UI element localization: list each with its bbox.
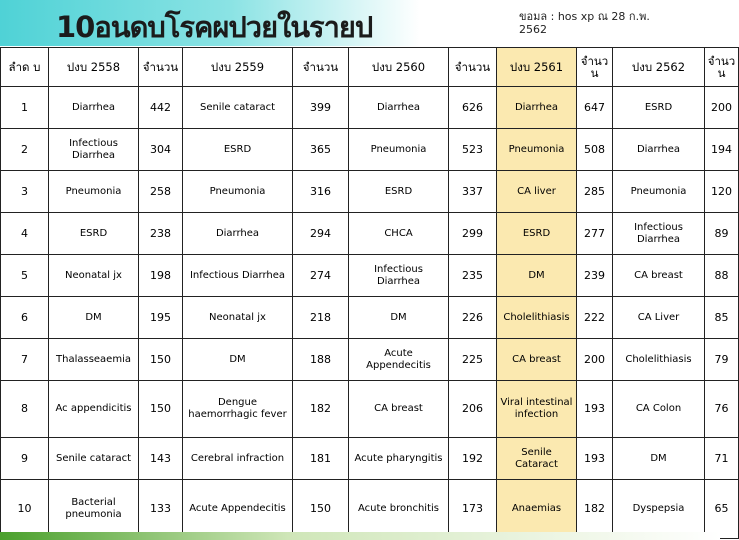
count-cell: 225 bbox=[449, 339, 497, 381]
disease-cell: Diarrhea bbox=[613, 129, 705, 171]
count-cell: 337 bbox=[449, 171, 497, 213]
count-cell: 188 bbox=[293, 339, 349, 381]
count-header: จำนว น bbox=[577, 48, 613, 87]
count-cell: 88 bbox=[705, 255, 739, 297]
disease-cell: CA liver bbox=[497, 171, 577, 213]
count-cell: 85 bbox=[705, 297, 739, 339]
count-cell: 193 bbox=[577, 438, 613, 480]
disease-cell: Infectious Diarrhea bbox=[349, 255, 449, 297]
count-cell: 182 bbox=[577, 480, 613, 539]
table-row bbox=[1, 255, 739, 297]
count-cell: 89 bbox=[705, 213, 739, 255]
disease-cell: CA breast bbox=[613, 255, 705, 297]
year-header: ปงบ 2559 bbox=[183, 48, 293, 87]
count-cell: 222 bbox=[577, 297, 613, 339]
count-cell: 120 bbox=[705, 171, 739, 213]
disease-cell: ESRD bbox=[183, 129, 293, 171]
count-cell: 150 bbox=[293, 480, 349, 539]
count-cell: 192 bbox=[449, 438, 497, 480]
count-cell: 508 bbox=[577, 129, 613, 171]
disease-cell: Acute Appendecitis bbox=[183, 480, 293, 539]
table-row bbox=[1, 480, 739, 539]
disease-cell: Cerebral infraction bbox=[183, 438, 293, 480]
count-cell: 79 bbox=[705, 339, 739, 381]
disease-cell: Senile Cataract bbox=[497, 438, 577, 480]
count-cell: 285 bbox=[577, 171, 613, 213]
count-cell: 218 bbox=[293, 297, 349, 339]
rank-cell: 5 bbox=[1, 255, 49, 297]
rank-cell: 9 bbox=[1, 438, 49, 480]
count-cell: 173 bbox=[449, 480, 497, 539]
table-row bbox=[1, 339, 739, 381]
count-cell: 239 bbox=[577, 255, 613, 297]
data-source-note bbox=[519, 10, 719, 36]
disease-cell: Bacterial pneumonia bbox=[49, 480, 139, 539]
count-cell: 200 bbox=[705, 87, 739, 129]
disease-cell: ESRD bbox=[497, 213, 577, 255]
table-row bbox=[1, 381, 739, 438]
disease-cell: Viral intestinal infection bbox=[497, 381, 577, 438]
count-cell: 194 bbox=[705, 129, 739, 171]
count-cell: 200 bbox=[577, 339, 613, 381]
disease-cell: CA Liver bbox=[613, 297, 705, 339]
disease-cell: CA breast bbox=[349, 381, 449, 438]
rank-cell: 2 bbox=[1, 129, 49, 171]
count-cell: 198 bbox=[139, 255, 183, 297]
count-cell: 65 bbox=[705, 480, 739, 539]
count-cell: 235 bbox=[449, 255, 497, 297]
table-row bbox=[1, 171, 739, 213]
rank-cell: 3 bbox=[1, 171, 49, 213]
year-header: ปงบ 2560 bbox=[349, 48, 449, 87]
rank-cell: 8 bbox=[1, 381, 49, 438]
year-header: ปงบ 2561 bbox=[497, 48, 577, 87]
count-cell: 523 bbox=[449, 129, 497, 171]
disease-cell: Diarrhea bbox=[49, 87, 139, 129]
disease-cell: Pneumonia bbox=[49, 171, 139, 213]
count-header: จำนว น bbox=[705, 48, 739, 87]
count-cell: 316 bbox=[293, 171, 349, 213]
disease-cell: Pneumonia bbox=[613, 171, 705, 213]
disease-cell: Senile cataract bbox=[183, 87, 293, 129]
source-line-2: 2562 bbox=[519, 23, 547, 36]
disease-cell: CA breast bbox=[497, 339, 577, 381]
disease-cell: Diarrhea bbox=[183, 213, 293, 255]
rank-cell: 10 bbox=[1, 480, 49, 539]
count-header: จำนวน bbox=[449, 48, 497, 87]
disease-cell: ESRD bbox=[49, 213, 139, 255]
count-cell: 299 bbox=[449, 213, 497, 255]
count-cell: 294 bbox=[293, 213, 349, 255]
disease-cell: Thalasseaemia bbox=[49, 339, 139, 381]
disease-cell: DM bbox=[49, 297, 139, 339]
count-header: จำนวน bbox=[293, 48, 349, 87]
disease-cell: Pneumonia bbox=[349, 129, 449, 171]
count-cell: 304 bbox=[139, 129, 183, 171]
disease-cell: Cholelithiasis bbox=[613, 339, 705, 381]
count-cell: 143 bbox=[139, 438, 183, 480]
count-cell: 647 bbox=[577, 87, 613, 129]
count-cell: 206 bbox=[449, 381, 497, 438]
count-cell: 274 bbox=[293, 255, 349, 297]
rank-header: ลำด บ bbox=[1, 48, 49, 87]
count-header: จำนวน bbox=[139, 48, 183, 87]
table-row bbox=[1, 438, 739, 480]
count-cell: 71 bbox=[705, 438, 739, 480]
disease-cell: Diarrhea bbox=[349, 87, 449, 129]
disease-cell: Acute bronchitis bbox=[349, 480, 449, 539]
disease-cell: DM bbox=[349, 297, 449, 339]
year-header: ปงบ 2558 bbox=[49, 48, 139, 87]
disease-cell: Acute Appendecitis bbox=[349, 339, 449, 381]
count-cell: 182 bbox=[293, 381, 349, 438]
count-cell: 195 bbox=[139, 297, 183, 339]
count-cell: 181 bbox=[293, 438, 349, 480]
disease-cell: DM bbox=[497, 255, 577, 297]
disease-cell: ESRD bbox=[613, 87, 705, 129]
disease-ranking-table bbox=[0, 47, 739, 539]
disease-cell: DM bbox=[613, 438, 705, 480]
count-cell: 442 bbox=[139, 87, 183, 129]
rank-cell: 7 bbox=[1, 339, 49, 381]
count-cell: 76 bbox=[705, 381, 739, 438]
disease-cell: Infectious Diarrhea bbox=[183, 255, 293, 297]
disease-cell: Dengue haemorrhagic fever bbox=[183, 381, 293, 438]
page-title: 10อนดบโรคผปวยในรายป bbox=[56, 10, 373, 44]
count-cell: 193 bbox=[577, 381, 613, 438]
header-row bbox=[1, 48, 739, 87]
disease-cell: Acute pharyngitis bbox=[349, 438, 449, 480]
disease-cell: CA Colon bbox=[613, 381, 705, 438]
count-cell: 277 bbox=[577, 213, 613, 255]
disease-cell: ESRD bbox=[349, 171, 449, 213]
count-cell: 150 bbox=[139, 381, 183, 438]
table-row bbox=[1, 129, 739, 171]
disease-cell: Neonatal jx bbox=[183, 297, 293, 339]
year-header: ปงบ 2562 bbox=[613, 48, 705, 87]
rank-cell: 6 bbox=[1, 297, 49, 339]
disease-cell: DM bbox=[183, 339, 293, 381]
count-cell: 258 bbox=[139, 171, 183, 213]
rank-cell: 1 bbox=[1, 87, 49, 129]
disease-cell: Diarrhea bbox=[497, 87, 577, 129]
count-cell: 238 bbox=[139, 213, 183, 255]
disease-cell: Infectious Diarrhea bbox=[613, 213, 705, 255]
disease-cell: Senile cataract bbox=[49, 438, 139, 480]
disease-cell: Dyspepsia bbox=[613, 480, 705, 539]
count-cell: 226 bbox=[449, 297, 497, 339]
disease-cell: Pneumonia bbox=[497, 129, 577, 171]
table-row bbox=[1, 87, 739, 129]
count-cell: 150 bbox=[139, 339, 183, 381]
bottom-decoration bbox=[0, 532, 720, 540]
disease-cell: CHCA bbox=[349, 213, 449, 255]
table-row bbox=[1, 297, 739, 339]
count-cell: 133 bbox=[139, 480, 183, 539]
rank-cell: 4 bbox=[1, 213, 49, 255]
disease-cell: Anaemias bbox=[497, 480, 577, 539]
disease-cell: Pneumonia bbox=[183, 171, 293, 213]
disease-cell: Ac appendicitis bbox=[49, 381, 139, 438]
table-row bbox=[1, 213, 739, 255]
count-cell: 399 bbox=[293, 87, 349, 129]
disease-cell: Cholelithiasis bbox=[497, 297, 577, 339]
disease-cell: Infectious Diarrhea bbox=[49, 129, 139, 171]
source-line-1: ขอมล : hos xp ณ 28 ก.พ. bbox=[519, 10, 650, 23]
disease-cell: Neonatal jx bbox=[49, 255, 139, 297]
count-cell: 365 bbox=[293, 129, 349, 171]
count-cell: 626 bbox=[449, 87, 497, 129]
